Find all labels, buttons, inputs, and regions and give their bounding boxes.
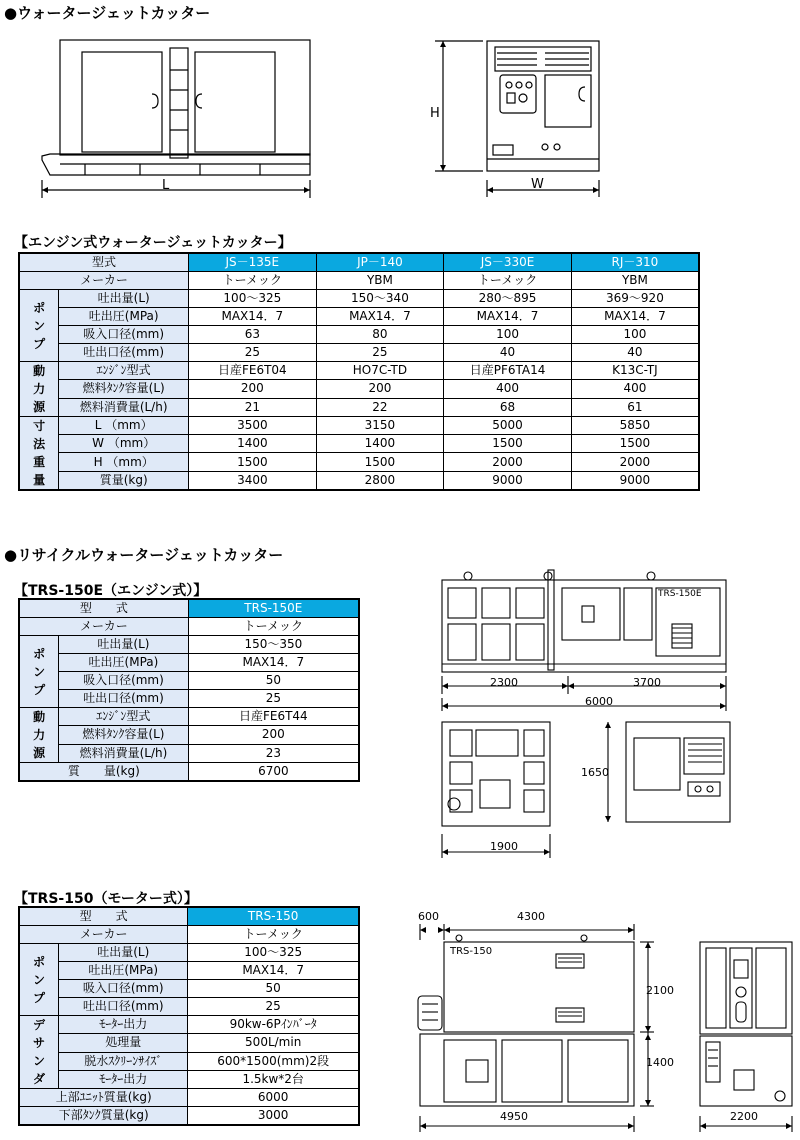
maker-cell: トーメック (444, 272, 572, 290)
row-label: 吸入口径(mm) (59, 672, 189, 690)
group-desander: デ サ ン ダ (19, 1016, 59, 1089)
model-label: 型 式 (19, 599, 188, 618)
table-row (19, 380, 699, 398)
cell: 500L/min (188, 1034, 359, 1052)
model-row (19, 253, 699, 272)
cell: 1500 (316, 453, 444, 471)
group-power: 動 力 源 (19, 362, 59, 417)
table-row (19, 998, 359, 1016)
dim-2300: 2300 (490, 676, 518, 689)
row-label: 吐出圧(MPa) (59, 962, 188, 980)
cell: 200 (316, 380, 444, 398)
row-label: 吐出口径(mm) (59, 690, 189, 708)
cell: 50 (188, 672, 359, 690)
cell: 1500 (444, 435, 572, 453)
section1-title: ●ウォータージェットカッター (4, 4, 211, 22)
trs150e-table (18, 598, 360, 782)
trs150-table-title: 【TRS-150（モーター式）】 (14, 891, 198, 907)
dim-4300: 4300 (517, 910, 545, 923)
cell: 1400 (316, 435, 444, 453)
group-pump: ポ ン プ (19, 290, 59, 362)
cell: 2000 (571, 453, 699, 471)
row-label: 吸入口径(mm) (59, 980, 188, 998)
dim-1650: 1650 (581, 766, 609, 779)
model-cell: JP－140 (316, 253, 444, 272)
table-row (19, 435, 699, 453)
model-label: 型 式 (19, 907, 188, 926)
cell: 63 (189, 326, 317, 344)
cell: 6000 (188, 1089, 359, 1107)
cell: 21 (189, 398, 317, 416)
cell: 2800 (316, 471, 444, 490)
table-row (19, 690, 359, 708)
cell: 日産FE6T44 (188, 708, 359, 726)
row-label: 吐出圧(MPa) (59, 308, 189, 326)
maker-row (19, 926, 359, 944)
table-row (19, 1089, 359, 1107)
model-cell: TRS-150 (188, 907, 359, 926)
table-row (19, 344, 699, 362)
group-size-weight: 寸 法 重 量 (19, 417, 59, 491)
row-label: 吐出量(L) (59, 636, 189, 654)
cell: 80 (316, 326, 444, 344)
maker-cell: YBM (571, 272, 699, 290)
cell: 400 (571, 380, 699, 398)
table-row (19, 417, 699, 435)
table-row (19, 308, 699, 326)
row-label: H （mm） (59, 453, 189, 471)
cell: 6700 (188, 763, 359, 782)
cell: 25 (188, 998, 359, 1016)
row-label: 燃料消費量(L/h) (59, 398, 189, 416)
row-label: 燃料ﾀﾝｸ容量(L) (59, 380, 189, 398)
cell: 369～920 (571, 290, 699, 308)
model-row (19, 907, 359, 926)
group-power: 動 力 源 (19, 708, 59, 763)
cell: HO7C-TD (316, 362, 444, 380)
cell: 25 (189, 344, 317, 362)
model-cell: JS－330E (444, 253, 572, 272)
group-pump: ポ ン プ (19, 944, 59, 1016)
cell: 100～325 (189, 290, 317, 308)
table-row (19, 726, 359, 744)
group-pump: ポ ン プ (19, 636, 59, 708)
cell: 9000 (444, 471, 572, 490)
table-row (19, 398, 699, 416)
row-label: 質量(kg) (59, 471, 189, 490)
dim-2200: 2200 (730, 1110, 758, 1123)
cell: 280～895 (444, 290, 572, 308)
row-label: 燃料ﾀﾝｸ容量(L) (59, 726, 189, 744)
cell: 9000 (571, 471, 699, 490)
row-label: ｴﾝｼﾞﾝ型式 (59, 362, 189, 380)
cell: MAX14．7 (188, 654, 359, 672)
maker-cell: YBM (316, 272, 444, 290)
row-label: 脱水ｽｸﾘｰﾝｻｲｽﾞ (59, 1052, 188, 1070)
table-row (19, 453, 699, 471)
table-row (19, 763, 359, 782)
table-row (19, 1034, 359, 1052)
cell: 22 (316, 398, 444, 416)
maker-cell: トーメック (189, 272, 317, 290)
cell: 400 (444, 380, 572, 398)
cell: 25 (188, 690, 359, 708)
row-label: L （mm） (59, 417, 189, 435)
trs150e-table-title: 【TRS-150E（エンジン式）】 (14, 583, 208, 599)
cell: 1500 (571, 435, 699, 453)
cell: MAX14．7 (444, 308, 572, 326)
table-row (19, 290, 699, 308)
row-label: 吐出口径(mm) (59, 344, 189, 362)
cell: 3500 (189, 417, 317, 435)
cell: 3000 (188, 1107, 359, 1126)
maker-label: メーカー (19, 926, 188, 944)
cell: 日産PF6TA14 (444, 362, 572, 380)
cell: 1500 (189, 453, 317, 471)
row-label: 吐出量(L) (59, 290, 189, 308)
row-label: 吐出圧(MPa) (59, 654, 189, 672)
engine-table-title: 【エンジン式ウォータージェットカッター】 (14, 235, 292, 251)
maker-label: メーカー (19, 272, 189, 290)
cell: 150～350 (188, 636, 359, 654)
cell: 3150 (316, 417, 444, 435)
table-row (19, 1052, 359, 1070)
row-label: ﾓｰﾀｰ出力 (59, 1016, 188, 1034)
cell: 61 (571, 398, 699, 416)
cell: 25 (316, 344, 444, 362)
trs150e-drawing-label: TRS-150E (658, 589, 702, 599)
trs150-table (18, 906, 360, 1126)
row-label: 燃料消費量(L/h) (59, 744, 189, 762)
maker-cell: トーメック (188, 926, 359, 944)
dim-4950: 4950 (500, 1110, 528, 1123)
dim-H-label: H (430, 106, 440, 121)
dim-3700: 3700 (633, 676, 661, 689)
table-row (19, 636, 359, 654)
table-row (19, 1070, 359, 1088)
table-row (19, 1016, 359, 1034)
row-label: 処理量 (59, 1034, 188, 1052)
cell: 600*1500(mm)2段 (188, 1052, 359, 1070)
cell: 2000 (444, 453, 572, 471)
cell: 日産FE6T04 (189, 362, 317, 380)
lower-tank-mass-label: 下部ﾀﾝｸ質量(kg) (19, 1107, 188, 1126)
table-row (19, 744, 359, 762)
table-row (19, 962, 359, 980)
trs150e-end-drawing (436, 716, 736, 861)
table-row (19, 944, 359, 962)
maker-cell: トーメック (188, 618, 359, 636)
table-row (19, 326, 699, 344)
row-label: 吐出量(L) (59, 944, 188, 962)
maker-row (19, 272, 699, 290)
cell: MAX14．7 (188, 962, 359, 980)
cell: 5000 (444, 417, 572, 435)
table-row (19, 672, 359, 690)
mass-label: 質 量(kg) (19, 763, 188, 782)
cell: 5850 (571, 417, 699, 435)
cell: 200 (188, 726, 359, 744)
dim-600: 600 (418, 910, 439, 923)
table-row (19, 980, 359, 998)
dim-1900: 1900 (490, 840, 518, 853)
maker-label: メーカー (19, 618, 188, 636)
row-label: 吐出口径(mm) (59, 998, 188, 1016)
model-cell: JS－135E (189, 253, 317, 272)
cell: 68 (444, 398, 572, 416)
dim-2100: 2100 (646, 984, 674, 997)
table-row (19, 708, 359, 726)
cell: 100 (571, 326, 699, 344)
cell: MAX14．7 (571, 308, 699, 326)
cell: K13C-TJ (571, 362, 699, 380)
row-label: ﾓｰﾀｰ出力 (59, 1070, 188, 1088)
row-label: 吸入口径(mm) (59, 326, 189, 344)
cell: 40 (444, 344, 572, 362)
cell: 150～340 (316, 290, 444, 308)
row-label: ｴﾝｼﾞﾝ型式 (59, 708, 189, 726)
trs150-end-drawing (694, 936, 798, 1136)
row-label: W （mm） (59, 435, 189, 453)
cell: MAX14．7 (189, 308, 317, 326)
trs150-drawing-label: TRS-150 (450, 946, 493, 957)
jet-cutter-front-drawing (425, 35, 615, 200)
model-cell: TRS-150E (188, 599, 359, 618)
dim-1400: 1400 (646, 1056, 674, 1069)
upper-unit-mass-label: 上部ﾕﾆｯﾄ質量(kg) (19, 1089, 188, 1107)
cell: 1.5kw*2台 (188, 1070, 359, 1088)
cell: 50 (188, 980, 359, 998)
model-label: 型式 (19, 253, 189, 272)
maker-row (19, 618, 359, 636)
engine-jet-cutter-table (18, 252, 700, 491)
table-row (19, 471, 699, 490)
table-row (19, 1107, 359, 1126)
dim-W-label: W (531, 177, 544, 192)
cell: 100～325 (188, 944, 359, 962)
cell: 3400 (189, 471, 317, 490)
cell: 200 (189, 380, 317, 398)
cell: 90kw-6Pｲﾝﾊﾞｰﾀ (188, 1016, 359, 1034)
cell: 23 (188, 744, 359, 762)
jet-cutter-side-drawing (30, 30, 330, 205)
cell: 40 (571, 344, 699, 362)
cell: MAX14．7 (316, 308, 444, 326)
model-row (19, 599, 359, 618)
section2-title: ●リサイクルウォータージェットカッター (4, 546, 284, 564)
table-row (19, 362, 699, 380)
cell: 1400 (189, 435, 317, 453)
table-row (19, 654, 359, 672)
model-cell: RJ－310 (571, 253, 699, 272)
dim-6000: 6000 (585, 695, 613, 708)
dim-L-label: L (162, 178, 170, 193)
cell: 100 (444, 326, 572, 344)
